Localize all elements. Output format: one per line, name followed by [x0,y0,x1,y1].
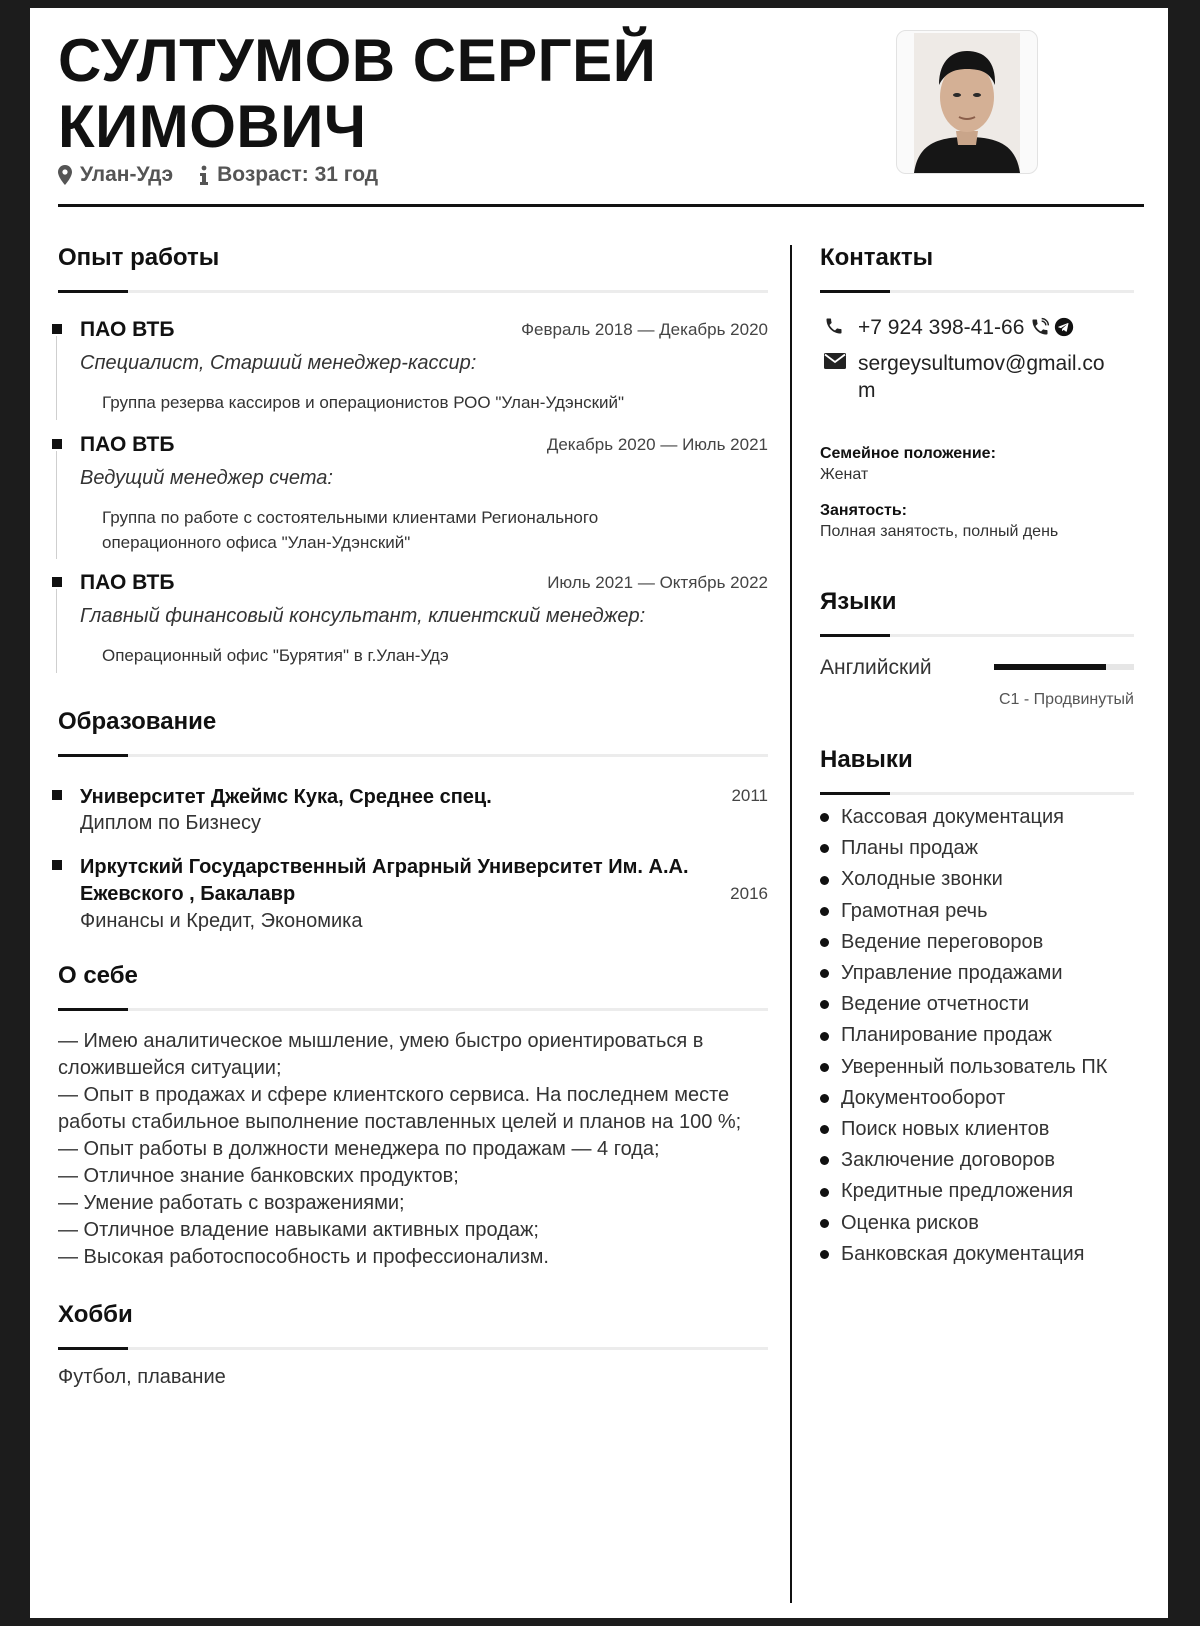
skill-item: Планирование продаж [820,1020,1107,1051]
education-entry [58,854,768,944]
job-company: ПАО ВТБ [80,318,175,341]
skill-item: Ведение переговоров [820,927,1107,958]
education-heading-rule [58,754,768,757]
language-name: Английский [820,656,932,679]
candidate-name: СУЛТУМОВ СЕРГЕЙ КИМОВИЧ [58,27,657,160]
job-description: Операционный офис "Бурятия" в г.Улан-Удэ [102,646,449,665]
header-divider [58,204,1144,207]
education-entry [58,784,768,844]
job-company: ПАО ВТБ [80,571,175,594]
job-role: Ведущий менеджер счета: [80,467,333,489]
email-row [824,350,1124,404]
skill-item: Оценка рисков [820,1208,1107,1239]
about-item: — Опыт в продажах и сфере клиентского сервиса. На последнем месте работы стабильное выполнение поставленных целей и планов на 100 %; [58,1084,742,1133]
skills-heading-rule [820,792,1134,795]
city: Улан-Удэ [80,163,174,186]
phone-row [824,314,1074,343]
experience-heading: Опыт работы [58,244,220,271]
about-item: — Высокая работоспособность и профессионализм. [58,1246,549,1268]
about-heading: О себе [58,962,138,989]
map-pin-icon [58,165,72,185]
job-entry [58,433,768,558]
about-list [58,1028,758,1271]
education-field: Диплом по Бизнесу [80,812,262,834]
contacts-heading-rule [820,290,1134,293]
skill-item: Кассовая документация [820,802,1107,833]
job-timeline-line [56,336,57,420]
info-icon [199,165,209,185]
about-item: — Опыт работы в должности менеджера по продажам — 4 года; [58,1138,660,1160]
job-bullet [52,439,62,449]
languages-heading-rule [820,634,1134,637]
resume-page [30,8,1168,1618]
skill-item: Уверенный пользователь ПК [820,1052,1107,1083]
email-address[interactable]: sergeysultumov@gmail.com [858,352,1105,402]
job-dates: Декабрь 2020 — Июль 2021 [546,435,768,454]
skill-item: Планы продаж [820,833,1107,864]
job-bullet [52,577,62,587]
skill-item: Поиск новых клиентов [820,1114,1107,1145]
education-bullet [52,860,62,870]
job-role: Главный финансовый консультант, клиентский менеджер: [80,605,646,627]
job-entry [58,318,768,418]
education-institution: Университет Джеймс Кука, Среднее спец. [80,786,492,808]
viber-icon[interactable] [1030,314,1050,343]
education-bullet [52,790,62,800]
marital-status-value: Женат [820,466,869,483]
skills-heading: Навыки [820,746,913,773]
marital-status-label: Семейное положение: [820,445,996,462]
envelope-icon [824,350,858,404]
education-institution: Иркутский Государственный Аграрный Университет Им. А.А. Ежевского , Бакалавр [80,856,689,905]
education-year: 2016 [730,884,768,903]
column-divider [790,245,792,1603]
about-item: — Отличное владение навыками активных продаж; [58,1219,539,1241]
job-timeline-line [56,451,57,559]
phone-icon [824,314,858,343]
language-level: C1 - Продвинутый [999,691,1134,708]
job-role: Специалист, Старший менеджер-кассир: [80,352,477,374]
about-heading-rule [58,1008,768,1011]
phone-number[interactable]: +7 924 398-41-66 [858,316,1025,339]
education-heading: Образование [58,708,217,735]
skill-item: Холодные звонки [820,864,1107,895]
skill-item: Ведение отчетности [820,989,1107,1020]
languages-heading: Языки [820,588,897,615]
skills-list [820,802,1107,1270]
skill-item: Управление продажами [820,958,1107,989]
hobbies-heading-rule [58,1347,768,1350]
skill-item: Кредитные предложения [820,1176,1107,1207]
job-description: Группа по работе с состоятельными клиентами Регионального операционного офиса "Улан-Удэнский" [102,508,599,552]
header-meta [58,163,378,187]
age: Возраст: 31 год [217,163,379,186]
telegram-icon[interactable] [1054,314,1074,343]
profile-photo [896,30,1038,174]
contacts-heading: Контакты [820,244,934,271]
about-item: — Умение работать с возражениями; [58,1192,405,1214]
job-entry [58,571,768,671]
job-dates: Июль 2021 — Октябрь 2022 [547,573,768,592]
language-proficiency-bar [994,664,1134,670]
about-item: — Имею аналитическое мышление, умею быстро ориентироваться в сложившейся ситуации; [58,1030,704,1079]
skill-item: Грамотная речь [820,896,1107,927]
experience-heading-rule [58,290,768,293]
job-description: Группа резерва кассиров и операционистов РОО "Улан-Удэнский" [102,393,625,412]
employment-value: Полная занятость, полный день [820,523,1059,540]
skill-item: Банковская документация [820,1239,1107,1270]
language-proficiency-fill [994,664,1106,670]
hobbies-heading: Хобби [58,1301,133,1328]
job-timeline-line [56,589,57,673]
education-field: Финансы и Кредит, Экономика [80,910,363,932]
skill-item: Документооборот [820,1083,1107,1114]
employment-label: Занятость: [820,502,908,519]
about-item: — Отличное знание банковских продуктов; [58,1165,459,1187]
education-year: 2011 [731,786,768,805]
skill-item: Заключение договоров [820,1145,1107,1176]
job-bullet [52,324,62,334]
hobbies-text: Футбол, плавание [58,1366,226,1388]
job-dates: Февраль 2018 — Декабрь 2020 [521,320,768,339]
job-company: ПАО ВТБ [80,433,175,456]
